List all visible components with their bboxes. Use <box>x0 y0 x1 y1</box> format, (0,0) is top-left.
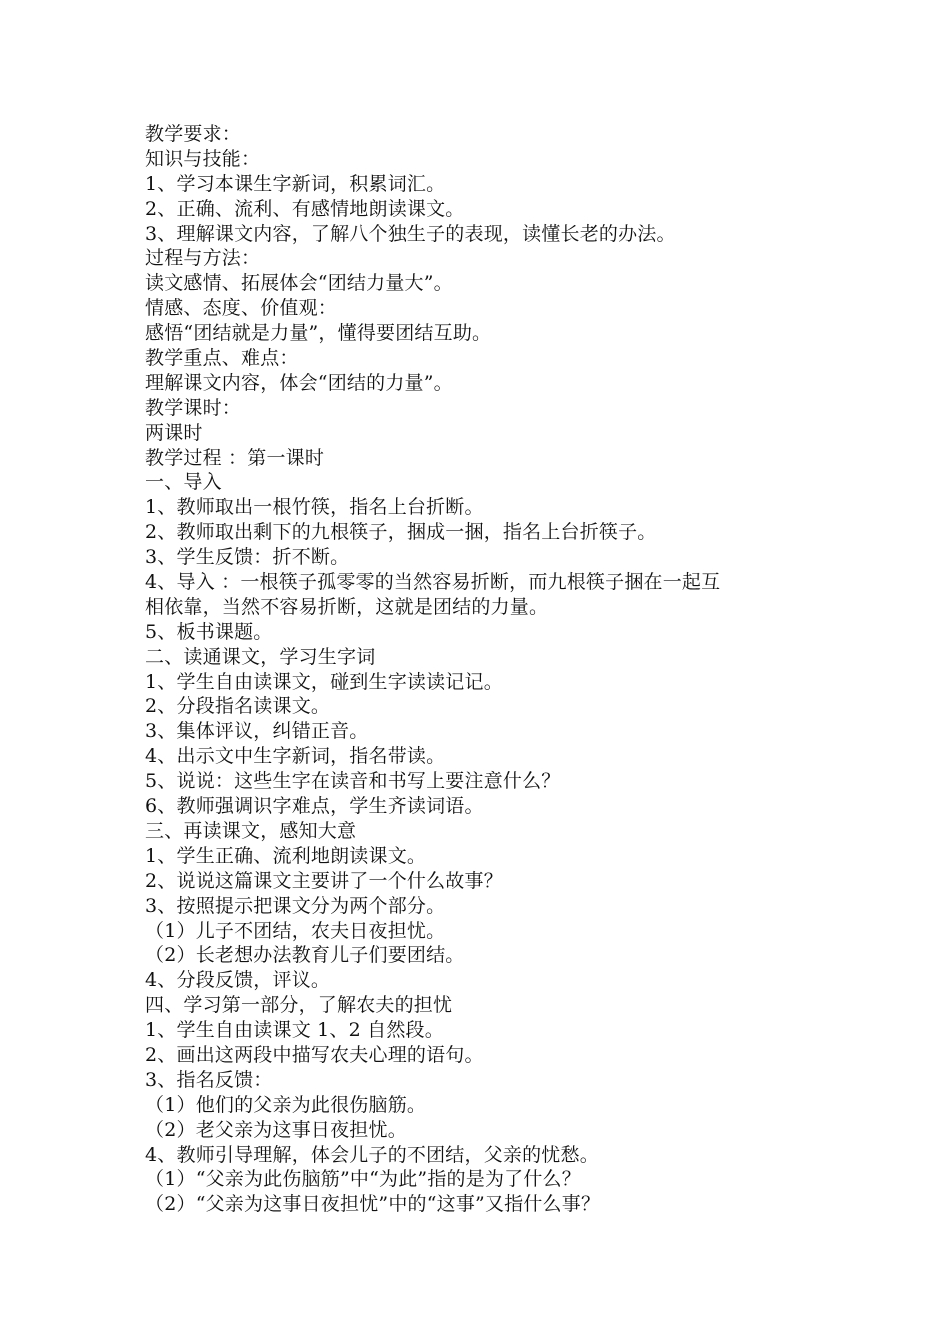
text-line: （2）长老想办法教育儿子们要团结。 <box>145 944 465 967</box>
text-line: 知识与技能： <box>145 147 261 170</box>
text-line: 二、读通课文，学习生字词 <box>145 645 376 668</box>
text-line: 读文感情、拓展体会“团结力量大”。 <box>145 272 453 295</box>
text-line: 三、再读课文，感知大意 <box>145 819 357 842</box>
text-line: 3、指名反馈： <box>145 1068 273 1091</box>
text-line: 5、说说：这些生字在读音和书写上要注意什么？ <box>145 770 561 793</box>
text-line: 四、学习第一部分，了解农夫的担忧 <box>145 994 453 1017</box>
text-line: 1、学习本课生字新词，积累词汇。 <box>145 172 446 195</box>
text-line: 1、学生自由读课文，碰到生字读读记记。 <box>145 670 503 693</box>
text-line: 相依靠，当然不容易折断，这就是团结的力量。 <box>145 595 549 618</box>
text-line: （2）“父亲为这事日夜担忧”中的“这事”又指什么事？ <box>145 1193 601 1216</box>
text-line: （1）儿子不团结，农夫日夜担忧。 <box>145 919 446 942</box>
text-line: 4、出示文中生字新词，指名带读。 <box>145 745 446 768</box>
text-line: （1）他们的父亲为此很伤脑筋。 <box>145 1093 427 1116</box>
text-line: 2、画出这两段中描写农夫心理的语句。 <box>145 1043 484 1066</box>
text-line: 教学过程 ：第一课时 <box>145 446 325 469</box>
text-line: 3、按照提示把课文分为两个部分。 <box>145 894 446 917</box>
text-line: 1、学生正确、流利地朗读课文。 <box>145 844 427 867</box>
text-line: 2、正确、流利、有感情地朗读课文。 <box>145 197 465 220</box>
text-line: 3、学生反馈：折不断。 <box>145 546 350 569</box>
text-line: 2、教师取出剩下的九根筷子，捆成一捆，指名上台折筷子。 <box>145 521 657 544</box>
text-line: 6、教师强调识字难点，学生齐读词语。 <box>145 795 484 818</box>
text-line: 一、导入 <box>145 471 222 494</box>
text-line: 感悟“团结就是力量”，懂得要团结互助。 <box>145 322 492 345</box>
text-line: 1、学生自由读课文 1、2 自然段。 <box>145 1019 444 1042</box>
text-line: 4、教师引导理解，体会儿子的不团结，父亲的忧愁。 <box>145 1143 599 1166</box>
text-line: 3、理解课文内容，了解八个独生子的表现，读懂长老的办法。 <box>145 222 676 245</box>
text-line: （1）“父亲为此伤脑筋”中“为此”指的是为了什么？ <box>145 1168 581 1191</box>
text-line: 3、集体评议，纠错正音。 <box>145 720 369 743</box>
text-line: （2）老父亲为这事日夜担忧。 <box>145 1118 407 1141</box>
text-line: 5、板书课题。 <box>145 620 273 643</box>
document-body <box>145 122 825 1217</box>
text-line: 教学重点、难点： <box>145 347 299 370</box>
text-line: 4、分段反馈，评议。 <box>145 969 331 992</box>
text-line: 1、教师取出一根竹筷，指名上台折断。 <box>145 496 484 519</box>
text-line: 情感、态度、价值观： <box>145 297 338 320</box>
text-line: 教学课时： <box>145 396 242 419</box>
text-line: 4、导入 ：一根筷子孤零零的当然容易折断，而九根筷子捆在一起互 <box>145 571 721 594</box>
text-line: 过程与方法： <box>145 247 261 270</box>
text-line: 2、分段指名读课文。 <box>145 695 331 718</box>
text-line: 教学要求： <box>145 123 242 145</box>
text-line: 两课时 <box>145 421 203 444</box>
text-line: 理解课文内容，体会“团结的力量”。 <box>145 371 453 394</box>
text-line: 2、说说这篇课文主要讲了一个什么故事？ <box>145 869 503 892</box>
